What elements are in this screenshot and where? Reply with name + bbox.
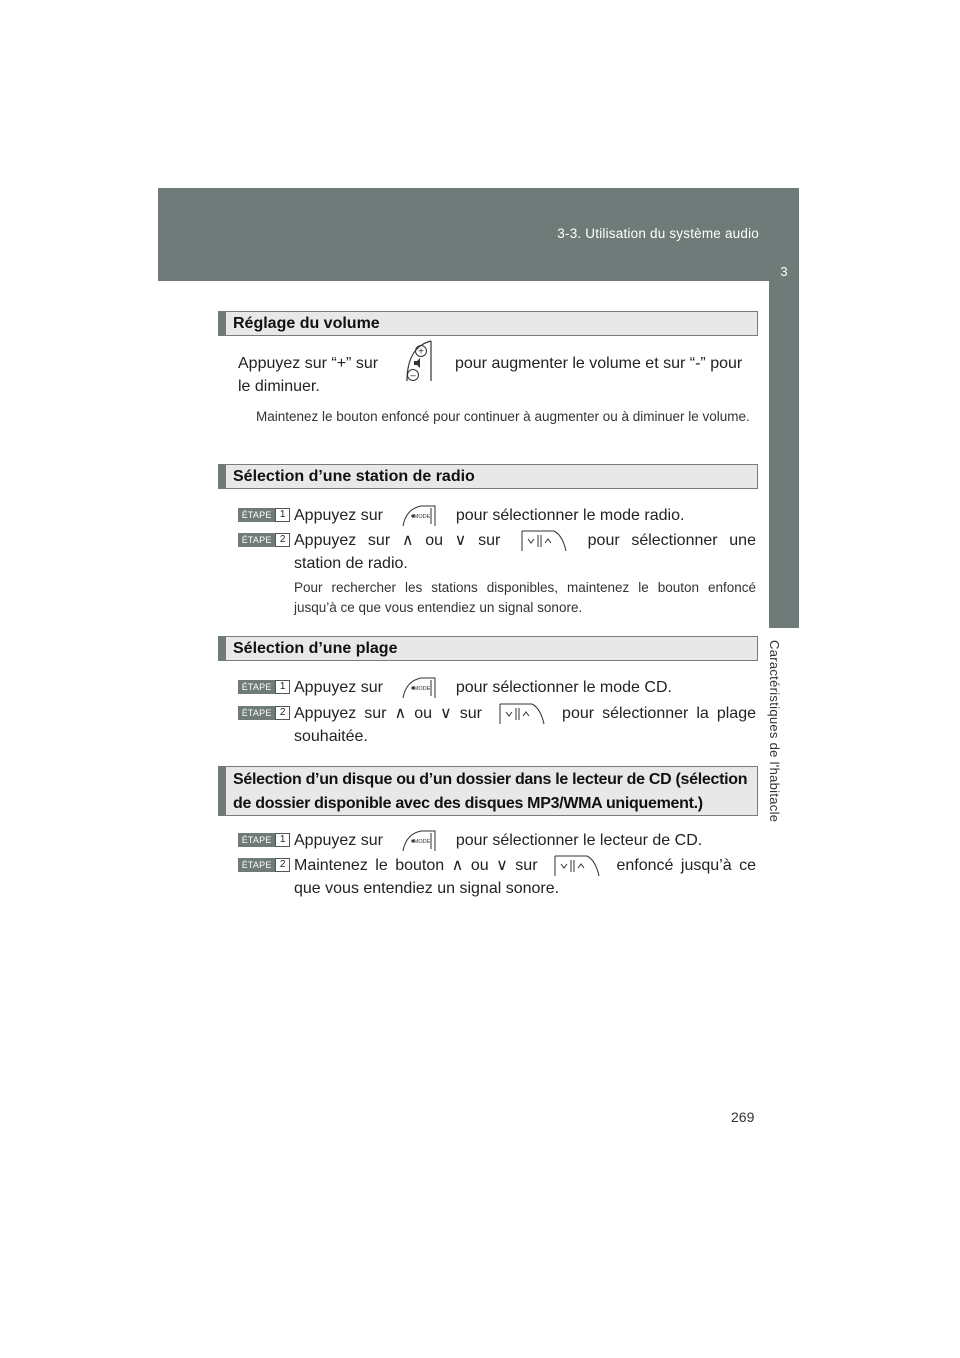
volume-switch-icon bbox=[393, 339, 449, 383]
disc-step-1: Appuyez sur MODE pour sélectionner le lecteur de CD. bbox=[294, 829, 702, 852]
volume-instruction-line1 bbox=[238, 346, 758, 382]
mode-button-icon bbox=[399, 830, 439, 852]
chapter-label: Caractéristiques de l'habitacle bbox=[767, 640, 782, 823]
radio-step-2-label: ÉTAPE 2 bbox=[238, 533, 290, 547]
svg-text:MODE: MODE bbox=[414, 685, 431, 692]
track-step-1: Appuyez sur MODE pour sélectionner le mode CD. bbox=[294, 676, 672, 699]
track-step-1-label: ÉTAPE 1 bbox=[238, 680, 290, 694]
disc-step-2: Maintenez le bouton ∧ ou ∨ sur enfoncé jusqu’à ce bbox=[294, 854, 756, 877]
seek-switch-icon bbox=[553, 855, 601, 877]
svg-text:MODE: MODE bbox=[414, 513, 431, 520]
svg-text:+: + bbox=[417, 346, 424, 358]
volume-note: Maintenez le bouton enfoncé pour continuer à augmenter ou à diminuer le volume. bbox=[256, 409, 750, 424]
seek-switch-icon bbox=[498, 703, 546, 725]
header-band bbox=[158, 188, 799, 281]
disc-heading-line2: de dossier disponible avec des disques MP3/WMA uniquement.) bbox=[233, 795, 703, 812]
disc-step-2-label: ÉTAPE 2 bbox=[238, 858, 290, 872]
radio-note: Pour rechercher les stations disponibles, maintenez le bouton enfoncé jusqu’à ce que vous entendiez un signal sonore. bbox=[294, 580, 756, 615]
seek-switch-icon bbox=[520, 530, 568, 552]
track-step-2: Appuyez sur ∧ ou ∨ sur pour sélectionner la plage bbox=[294, 702, 756, 725]
mode-button-icon bbox=[399, 677, 439, 699]
section-title: 3-3. Utilisation du système audio bbox=[557, 226, 759, 241]
disc-step-1-label: ÉTAPE 1 bbox=[238, 833, 290, 847]
radio-step-1: Appuyez sur MODE pour sélectionner le mode radio. bbox=[294, 504, 684, 527]
volume-heading: Réglage du volume bbox=[218, 311, 758, 336]
disc-heading bbox=[218, 766, 758, 816]
track-heading: Sélection d’une plage bbox=[218, 636, 758, 661]
volume-text-before: Appuyez sur “+” sur bbox=[238, 355, 379, 372]
svg-text:MODE: MODE bbox=[414, 838, 431, 845]
chapter-number: 3 bbox=[780, 264, 788, 279]
radio-step-2: Appuyez sur ∧ ou ∨ sur pour sélectionner une bbox=[294, 529, 756, 552]
volume-text-after: pour augmenter le volume et sur “-” pour bbox=[454, 355, 743, 372]
page-number: 269 bbox=[731, 1109, 755, 1125]
track-step-2-line2: souhaitée. bbox=[294, 728, 368, 745]
disc-step-2-line2: que vous entendiez un signal sonore. bbox=[294, 880, 560, 897]
svg-text:–: – bbox=[409, 370, 416, 382]
radio-step-2-line2: station de radio. bbox=[294, 555, 408, 572]
volume-instruction-line2: le diminuer. bbox=[238, 378, 320, 395]
chapter-tab bbox=[769, 248, 799, 628]
disc-heading-line1: Sélection d’un disque ou d’un dossier dans le lecteur de CD (sélection bbox=[233, 771, 748, 788]
radio-step-1-label: ÉTAPE 1 bbox=[238, 508, 290, 522]
radio-heading: Sélection d’une station de radio bbox=[218, 464, 758, 489]
track-step-2-label: ÉTAPE 2 bbox=[238, 706, 290, 720]
mode-button-icon bbox=[399, 505, 439, 527]
